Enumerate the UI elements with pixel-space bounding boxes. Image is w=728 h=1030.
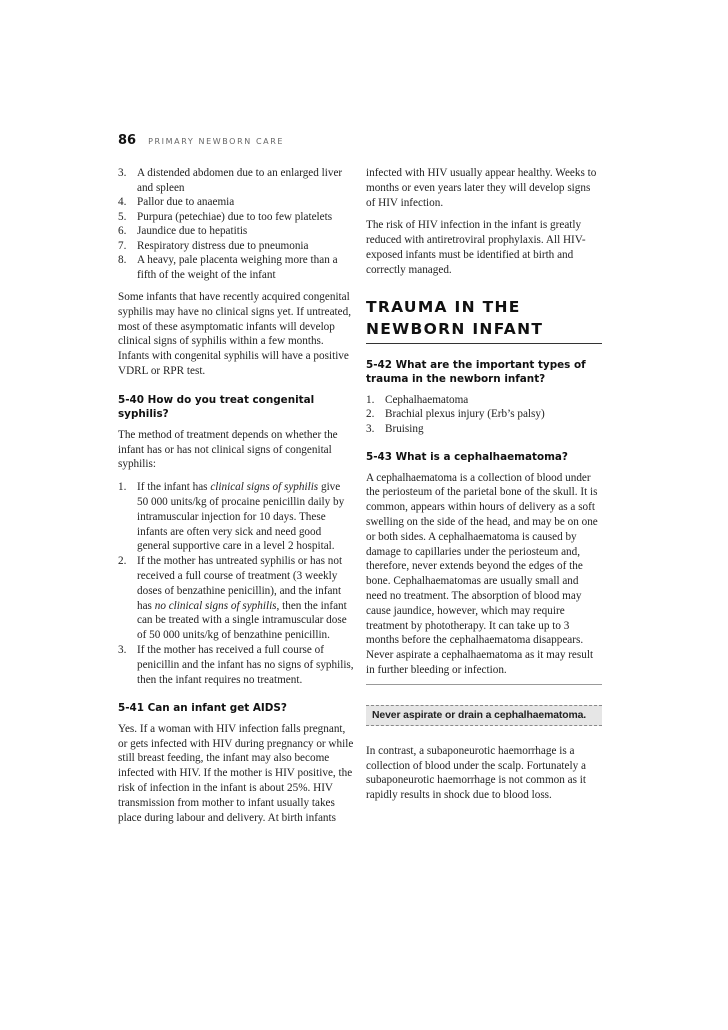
trauma-types-list xyxy=(366,393,602,437)
paragraph-asymptomatic: Some infants that have recently acquired congenital syphilis may have no clinical signs yet. If untreated, most of these asymptomatic infants will develop clinical signs of syphilis within a few months. Infants with congenital syphilis will have a positive VDRL or RPR test. xyxy=(118,291,352,377)
signs-list xyxy=(118,166,354,282)
list-item: 5. Purpura (petechiae) due to too few platelets xyxy=(118,210,333,223)
paragraph-subaponeurotic: In contrast, a subaponeurotic haemorrhage is a collection of blood under the scalp. Fortunately a subaponeurotic haemorrhage is not common as it rapidly results in shock due to blood loss. xyxy=(366,744,586,802)
paragraph-treatment: The method of treatment depends on whether the infant has or has not clinical signs of congenital syphilis: xyxy=(118,428,338,471)
list-item: 1. Cephalhaematoma xyxy=(366,393,469,406)
question-heading-5-43: 5-43 What is a cephalhaematoma? xyxy=(366,451,568,464)
list-item: 3. If the mother has received a full course of penicillin and the infant has no signs of syphilis, then the infant requires no treatment. xyxy=(118,643,354,686)
list-item: 1. If the infant has clinical signs of syphilis give 50 000 units/kg of procaine penicillin daily by intramuscular injection for 10 days. These infants are often very sick and need good general supportive care in a level 2 hospital. xyxy=(118,481,345,553)
list-item: 8. A heavy, pale placenta weighing more than a fifth of the weight of the infant xyxy=(118,254,338,281)
warning-callout: Never aspirate or drain a cephalhaematoma. xyxy=(366,705,602,726)
treatment-list xyxy=(118,480,354,687)
left-column xyxy=(118,166,354,833)
question-heading-5-40: 5-40 How do you treat congenital syphilis? xyxy=(118,393,315,421)
list-item: 4. Pallor due to anaemia xyxy=(118,196,235,208)
list-item: 2. Brachial plexus injury (Erb’s palsy) xyxy=(366,408,545,421)
list-item: 3. A distended abdomen due to an enlarged liver and spleen xyxy=(118,167,343,194)
paragraph-prophylaxis: The risk of HIV infection in the infant is greatly reduced with antiretroviral prophylaxis. All HIV-exposed infants must be identified at birth and correctly managed. xyxy=(366,219,586,276)
paragraph-hiv: Yes. If a woman with HIV infection falls pregnant, or gets infected with HIV during pregnancy or while still breast feeding, the infant may also become infected with HIV. If the mother is HIV positive, the risk of infection in the infant is about 25%. HIV transmission from mother to infant usually takes place during labour and delivery. At birth infants xyxy=(118,722,354,824)
page-number: 86 xyxy=(118,133,137,148)
list-item: 6. Jaundice due to hepatitis xyxy=(118,225,248,237)
paragraph-hiv-continued: infected with HIV usually appear healthy. Weeks to months or even years later they will develop signs of HIV infection. xyxy=(366,167,597,209)
section-title: TRAUMA IN THE NEWBORN INFANT xyxy=(366,296,602,344)
list-item: 7. Respiratory distress due to pneumonia xyxy=(118,239,309,252)
paragraph-cephalhaematoma: A cephalhaematoma is a collection of blood under the periosteum of the parietal bone of the skull. It is common, appears within hours of delivery as a soft swelling on the side of the head, and may be on one or both sides. A cephalhaematoma is caused by damage to capillaries under the periosteum and, therefore, never extends beyond the edges of the bone. Cephalhaematomas are usually small and need no treatment. The absorption of blood may cause jaundice, however, which may require treatment by phototherapy. It can take up to 3 months before the cephalhaematoma disappears. Never aspirate a cephalhaematoma as it may result in further bleeding or infection. xyxy=(366,471,602,685)
question-heading-5-41: 5-41 Can an infant get AIDS? xyxy=(118,702,287,715)
running-head: PRIMARY NEWBORN CARE xyxy=(148,137,285,146)
right-column xyxy=(366,166,602,811)
list-item: 3. Bruising xyxy=(366,422,424,435)
list-item: 2. If the mother has untreated syphilis or has not received a full course of treatment (3 weekly doses of benzathine penicillin), and the infant has no clinical signs of syphilis, then the infant can be treated with a single intramuscular dose of 50 000 units/kg of benzathine penicillin. xyxy=(118,555,347,642)
question-heading-5-42: 5-42 What are the important types of trauma in the newborn infant? xyxy=(366,358,586,386)
page-header xyxy=(118,131,284,149)
